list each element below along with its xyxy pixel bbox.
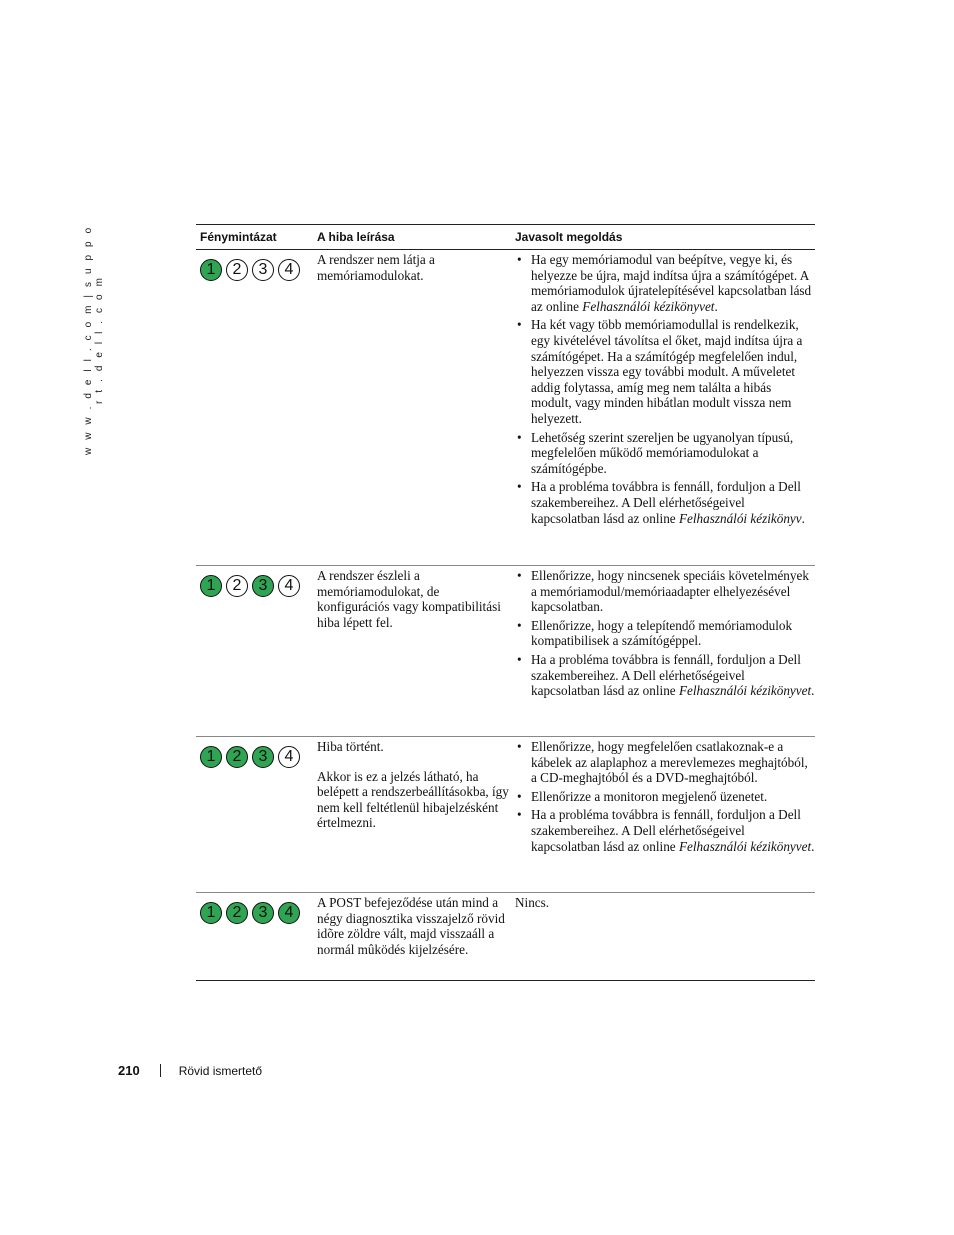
diagnostic-light-4: 4 bbox=[278, 259, 300, 281]
diagnostic-light-4: 4 bbox=[278, 575, 300, 597]
list-item: • Ellenőrizze, hogy a telepítendő memóriamodulok kompatibilisek a számítógéppel. bbox=[515, 618, 815, 649]
suggested-solution bbox=[511, 250, 815, 565]
side-url-text: w w w . d e l l . c o m | s u p p o r t . d e l l . c o m bbox=[83, 225, 105, 455]
diagnostic-lights-table bbox=[196, 224, 815, 981]
page-number: 210 bbox=[118, 1063, 140, 1078]
light-pattern bbox=[200, 575, 314, 597]
table-header bbox=[196, 225, 815, 250]
suggested-solution: Nincs. bbox=[515, 895, 550, 910]
table-row bbox=[196, 737, 815, 893]
problem-description: A POST befejeződése után mind a négy diagnosztika visszajelző rövid idõre zöldre vált, majd visszaáll a normál mûködés kijelzésére. bbox=[317, 895, 505, 957]
problem-description: Hiba történt. Akkor is ez a jelzés látható, ha belépett a rendszerbeállításokba, így nem kell feltétlenül hibajelzésként értelmezni. bbox=[317, 739, 509, 831]
light-pattern bbox=[200, 902, 314, 924]
light-pattern bbox=[200, 746, 314, 768]
suggested-solution bbox=[511, 737, 815, 892]
diagnostic-light-2: 2 bbox=[226, 902, 248, 924]
diagnostic-light-1: 1 bbox=[200, 746, 222, 768]
light-pattern bbox=[200, 259, 314, 281]
diagnostic-light-1: 1 bbox=[200, 575, 222, 597]
header-light-pattern: Fénymintázat bbox=[200, 230, 277, 244]
diagnostic-light-4: 4 bbox=[278, 746, 300, 768]
list-item: • Ha egy memóriamodul van beépítve, vegye ki, és helyezze be újra, majd indítsa újra a számítógépet. A memóriamodulok újratelepítésével kapcsolatban lásd az online Felhasználói kézikönyvet. bbox=[515, 252, 815, 314]
header-problem-description: A hiba leírása bbox=[317, 230, 395, 244]
footer-divider bbox=[160, 1064, 161, 1077]
diagnostic-light-2: 2 bbox=[226, 259, 248, 281]
page-footer bbox=[118, 1063, 262, 1078]
list-item: • Ha a probléma továbbra is fennáll, forduljon a Dell szakembereihez. A Dell elérhetőségeivel kapcsolatban lásd az online Felhasználói kézikönyvet. bbox=[515, 652, 815, 699]
diagnostic-light-3: 3 bbox=[252, 902, 274, 924]
list-item: • Ha a probléma továbbra is fennáll, forduljon a Dell szakembereihez. A Dell elérhetőségeivel kapcsolatban lásd az online Felhasználói kézikönyvet. bbox=[515, 807, 815, 854]
table-row bbox=[196, 893, 815, 980]
suggested-solution bbox=[511, 566, 815, 736]
diagnostic-light-1: 1 bbox=[200, 902, 222, 924]
list-item: • Ellenőrizze, hogy megfelelően csatlakoznak-e a kábelek az alaplaphoz a merevlemezes meghajtóból, a CD-meghajtóból és a DVD-meghajtóból. bbox=[515, 739, 815, 786]
list-item: • Ellenőrizze a monitoron megjelenő üzenetet. bbox=[515, 789, 815, 805]
diagnostic-light-3: 3 bbox=[252, 575, 274, 597]
list-item: • Ha a probléma továbbra is fennáll, forduljon a Dell szakembereihez. A Dell elérhetőségeivel kapcsolatban lásd az online Felhasználói kézikönyv. bbox=[515, 479, 815, 526]
diagnostic-light-2: 2 bbox=[226, 746, 248, 768]
diagnostic-light-3: 3 bbox=[252, 746, 274, 768]
problem-description: A rendszer nem látja a memóriamodulokat. bbox=[317, 252, 435, 283]
table-row bbox=[196, 250, 815, 566]
diagnostic-light-4: 4 bbox=[278, 902, 300, 924]
diagnostic-light-2: 2 bbox=[226, 575, 248, 597]
list-item: • Lehetőség szerint szereljen be ugyanolyan típusú, megfelelően működő memóriamodulokat a számítógépbe. bbox=[515, 430, 815, 477]
diagnostic-light-1: 1 bbox=[200, 259, 222, 281]
list-item: • Ellenőrizze, hogy nincsenek speciáis követelmények a memóriamodul/memóriaadapter elhelyezésével kapcsolatban. bbox=[515, 568, 815, 615]
problem-description: A rendszer észleli a memóriamodulokat, de konfigurációs vagy kompatibilitási hiba lépett fel. bbox=[317, 568, 501, 630]
table-row bbox=[196, 566, 815, 737]
list-item: • Ha két vagy több memóriamodullal is rendelkezik, egy kivételével távolítsa el őket, majd indítsa újra a számítógépet. Ha a számítógép megfelelően indul, helyezzen vissza egy további modult. A műveletet addig folytassa, amíg meg nem találta a hibás modult, vagy minden hibátlan modult vissza nem helyezett. bbox=[515, 317, 815, 426]
diagnostic-light-3: 3 bbox=[252, 259, 274, 281]
header-suggested-solution: Javasolt megoldás bbox=[515, 230, 623, 244]
section-title: Rövid ismertető bbox=[178, 1063, 263, 1078]
